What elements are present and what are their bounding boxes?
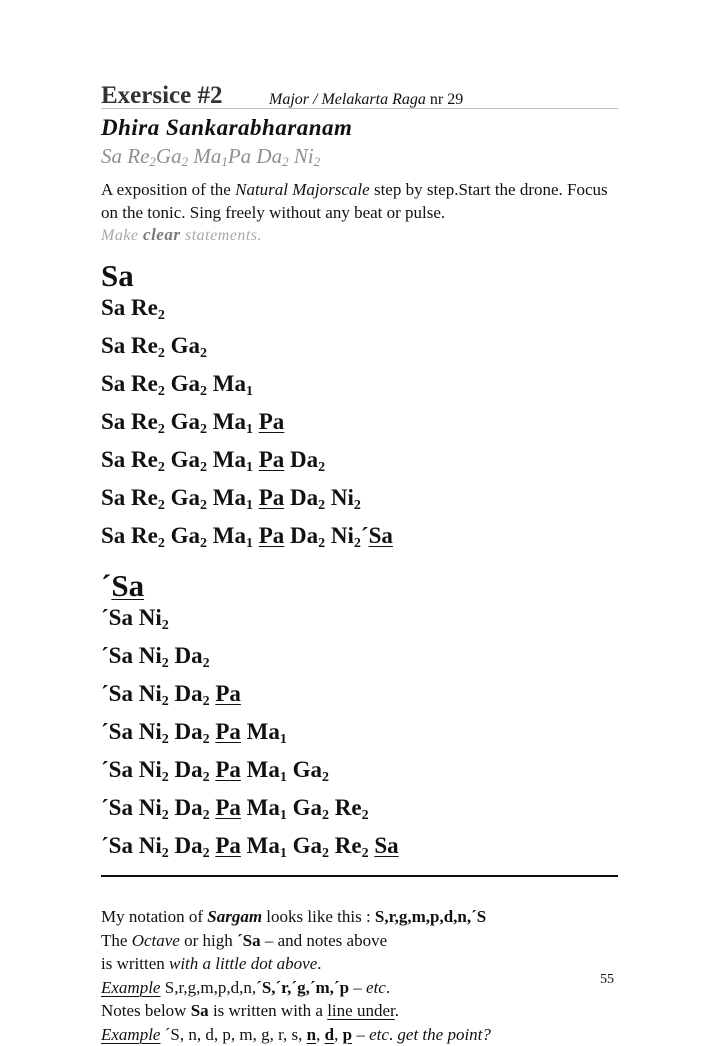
page-content <box>101 80 618 1046</box>
note: Sa <box>101 409 125 434</box>
notes-line <box>101 929 618 953</box>
note: ´Sa <box>101 643 133 668</box>
subtitle-nr: nr 29 <box>430 91 463 108</box>
note: $Da_2$ <box>169 757 210 782</box>
note: $Ni_2$ <box>133 795 169 820</box>
notes-segment: etc <box>369 1025 389 1044</box>
note: $Ni_2$ <box>133 643 169 668</box>
make-text-1: Make <box>101 227 143 244</box>
note: $Ma_1$ <box>207 447 253 472</box>
notes-segment: . <box>395 1001 399 1020</box>
note: $Re_2$ <box>329 833 369 858</box>
note: Sa <box>101 295 125 320</box>
notes-segment: p <box>343 1025 352 1044</box>
note: $Ni_2$ <box>325 485 361 510</box>
notes-segment: Sa <box>191 1001 209 1020</box>
note: $Da_2$ <box>169 681 210 706</box>
note: $Ma_1$ <box>207 409 253 434</box>
ascending-line <box>101 445 618 483</box>
notes-segment: , <box>316 1025 325 1044</box>
note: Pa <box>259 485 285 510</box>
note: $Re_2$ <box>329 795 369 820</box>
scale-note: Sa <box>101 144 122 168</box>
notes-segment: Notes below <box>101 1001 191 1020</box>
note: ´ <box>361 523 369 548</box>
notes-segment: Example <box>101 978 160 997</box>
make-text-2: clear <box>143 225 180 244</box>
note: $Ga_2$ <box>287 833 329 858</box>
descending-line <box>101 679 618 717</box>
ascending-line <box>101 521 618 559</box>
descending-line <box>101 717 618 755</box>
scale-note: $Ma_1$ <box>188 144 228 168</box>
notes-segment: My notation of <box>101 907 207 926</box>
notes-segment: – <box>352 1025 369 1044</box>
notes-segment: S,r,g,m,p,d,n, <box>160 978 256 997</box>
notes-segment: Sargam <box>207 907 262 926</box>
notation-notes <box>101 905 618 1046</box>
raga-name: Dhira Sankarabharanam <box>101 114 618 142</box>
note: ´Sa <box>101 681 133 706</box>
note: $Ni_2$ <box>133 833 169 858</box>
scale-note: Pa <box>228 144 251 168</box>
scale-note: $Ga_2$ <box>156 144 188 168</box>
notes-segment: . <box>386 978 390 997</box>
notes-segment: n <box>307 1025 316 1044</box>
note: $Ga_2$ <box>287 795 329 820</box>
notes-segment: is written <box>101 954 169 973</box>
note: Pa <box>259 523 285 548</box>
ascending-line <box>101 407 618 445</box>
notes-segment: ´S, n, d, p, m, g, r, s, <box>160 1025 306 1044</box>
scale-note: $Re_2$ <box>122 144 156 168</box>
note: ´Sa <box>101 605 133 630</box>
descending-line <box>101 831 618 869</box>
note: $Ga_2$ <box>165 523 207 548</box>
notes-line <box>101 1023 618 1046</box>
note: Pa <box>259 447 285 472</box>
note: $Da_2$ <box>284 523 325 548</box>
notes-line <box>101 999 618 1023</box>
note: Sa <box>101 447 125 472</box>
ascending-line <box>101 293 618 331</box>
notes-segment: get the point? <box>397 1025 490 1044</box>
note: $Da_2$ <box>169 795 210 820</box>
notes-segment: ´S,´r,´g,´m,´p <box>256 978 349 997</box>
note: $Da_2$ <box>284 447 325 472</box>
note: Sa <box>374 833 398 858</box>
note: $Re_2$ <box>125 485 165 510</box>
separator-line <box>101 875 618 877</box>
note: $Ga_2$ <box>165 447 207 472</box>
notes-segment: . <box>389 1025 398 1044</box>
scale-note: $Da_2$ <box>251 144 288 168</box>
descending-line <box>101 641 618 679</box>
note: ´Sa <box>101 833 133 858</box>
notes-segment: – and notes above <box>261 931 388 950</box>
note: $Ni_2$ <box>133 681 169 706</box>
ascending-sequence <box>101 293 618 559</box>
notes-segment: line under <box>327 1001 395 1020</box>
note: $Da_2$ <box>284 485 325 510</box>
descending-title-note: Sa <box>111 568 144 603</box>
note: $Ni_2$ <box>133 757 169 782</box>
note: $Da_2$ <box>169 719 210 744</box>
note: $Ni_2$ <box>133 719 169 744</box>
note: Pa <box>215 719 241 744</box>
subtitle-prefix: Major / Melakarta Raga <box>269 91 426 108</box>
notes-segment: Example <box>101 1025 160 1044</box>
note: $Ga_2$ <box>165 371 207 396</box>
note: Pa <box>215 795 241 820</box>
descending-title-accent: ´ <box>101 568 111 603</box>
ascending-title: Sa <box>101 259 618 293</box>
notes-segment: The <box>101 931 132 950</box>
notes-segment: d <box>325 1025 334 1044</box>
notes-segment: – <box>349 978 366 997</box>
notes-segment: ´Sa <box>237 931 261 950</box>
exercise-header <box>101 80 618 109</box>
notes-segment: or high <box>180 931 237 950</box>
notes-segment: . <box>317 954 321 973</box>
intro-paragraph <box>101 178 618 224</box>
notes-segment: with a little dot above <box>169 954 317 973</box>
descending-sequence <box>101 603 618 869</box>
note: Pa <box>215 833 241 858</box>
scale-notes <box>101 142 618 176</box>
intro-text-3: step by step.Start the drone. Focus on the tonic. Sing freely without any beat or pulse. <box>101 180 608 222</box>
descending-title <box>101 569 618 603</box>
note: $Re_2$ <box>125 523 165 548</box>
notes-segment: is written with a <box>209 1001 328 1020</box>
make-text-3: statements. <box>180 227 262 244</box>
exercise-subtitle <box>269 91 463 109</box>
descending-line <box>101 755 618 793</box>
note: ´Sa <box>101 719 133 744</box>
note: $Da_2$ <box>169 643 210 668</box>
notes-line <box>101 905 618 929</box>
note: Pa <box>215 757 241 782</box>
notes-segment: , <box>334 1025 343 1044</box>
exercise-title: Exersice #2 <box>101 82 222 110</box>
note: Sa <box>101 523 125 548</box>
note: $Ma_1$ <box>207 523 253 548</box>
note: ´Sa <box>101 757 133 782</box>
note: $Ga_2$ <box>287 757 329 782</box>
descending-line <box>101 793 618 831</box>
note: $Re_2$ <box>125 447 165 472</box>
notes-segment: Octave <box>132 931 180 950</box>
notes-segment: looks like this : <box>262 907 375 926</box>
note: $Re_2$ <box>125 333 165 358</box>
note: $Ni_2$ <box>325 523 361 548</box>
note: $Ma_1$ <box>241 795 287 820</box>
note: $Re_2$ <box>125 295 165 320</box>
note: Sa <box>101 333 125 358</box>
note: $Da_2$ <box>169 833 210 858</box>
notes-segment: etc <box>366 978 386 997</box>
scale-note: $Ni_2$ <box>289 144 321 168</box>
note: Pa <box>259 409 285 434</box>
note: $Re_2$ <box>125 409 165 434</box>
note: $Ga_2$ <box>165 333 207 358</box>
notes-segment: S,r,g,m,p,d,n,´S <box>375 907 486 926</box>
intro-text-2: Natural Majorscale <box>235 180 370 199</box>
note: $Ni_2$ <box>133 605 169 630</box>
make-clear-line <box>101 224 618 247</box>
note: Sa <box>101 371 125 396</box>
note: Sa <box>369 523 393 548</box>
note: $Ma_1$ <box>241 833 287 858</box>
note: $Ma_1$ <box>207 485 253 510</box>
note: Sa <box>101 485 125 510</box>
descending-line <box>101 603 618 641</box>
note: $Ma_1$ <box>207 371 253 396</box>
note: $Re_2$ <box>125 371 165 396</box>
note: $Ma_1$ <box>241 757 287 782</box>
note: ´Sa <box>101 795 133 820</box>
ascending-line <box>101 369 618 407</box>
notes-line <box>101 952 618 976</box>
ascending-line <box>101 331 618 369</box>
note: $Ga_2$ <box>165 485 207 510</box>
note: $Ga_2$ <box>165 409 207 434</box>
ascending-line <box>101 483 618 521</box>
note: Pa <box>215 681 241 706</box>
intro-text-1: A exposition of the <box>101 180 235 199</box>
page-number: 55 <box>600 972 614 988</box>
notes-line <box>101 976 618 1000</box>
note: $Ma_1$ <box>241 719 287 744</box>
